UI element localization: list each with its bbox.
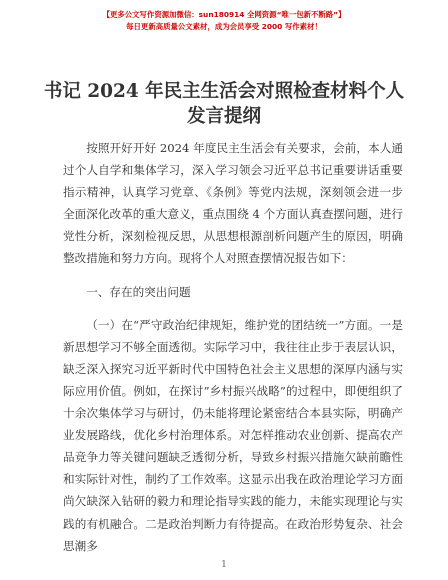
page-number: 1: [221, 560, 227, 570]
subsection-paragraph: （一）在“严守政治纪律规矩，维护党的团结统一”方面。一是新思想学习不够全面透彻。实际学习中，我往往止步于表层认识，缺乏深入探究习近平新时代中国特色社会主义思想的深厚内涵与实际应用价值。例如，在探讨”乡村振兴战略”的过程中，即便组织了十余次集体学习与研讨，仍未能将理论紧密结合本县实际，明确产业发展路线，优化乡村治理体系。对怎样推动农业创新、提高农产品竞争力等关键问题缺乏透彻分析，导致乡村振兴措施欠缺前瞻性和实际针对性，制约了工作效率。这显示出我在政治理论学习方面尚欠缺深入钻研的毅力和理论指导实践的能力，未能实现理论与实践的有机融合。二是政治判断力有待提高。在政治形势复杂、社会思潮多: [63, 317, 403, 553]
intro-paragraph: 按照开好开好 2024 年度民主生活会有关要求，会前，本人通过个人自学和集体学习，深入学习领会习近平总书记重要讲话重要指示精神，认真学习党章、《条例》等党内法规，深刻领会进一步全面深化改革的重大意义，重点围绕 4 个方面认真查摆问题，进行党性分析，深刻检视反思，从思想根源剖析问题产生的原因，明确整改措施和努力方向。现将个人对照查摆情况报告如下：: [63, 141, 403, 266]
document-body: [63, 137, 403, 557]
promo-banner-line-1: 【更多公文写作资源加微信：sun180914 全网资源“唯一包新不断路”】: [102, 10, 346, 19]
promo-banner-line-2: 每日更新高质量公文素材，成为会员享受 2000 写作素材！: [126, 22, 322, 31]
document-title: 书记 2024 年民主生活会对照检查材料个人发言提纲: [43, 81, 405, 127]
section-heading: 一、存在的突出问题: [86, 284, 191, 299]
